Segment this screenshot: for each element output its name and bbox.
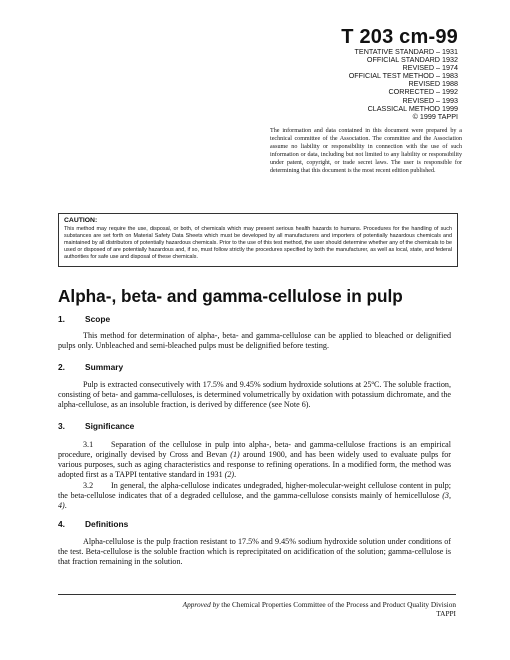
history-line: CLASSICAL METHOD 1999 xyxy=(367,103,458,113)
liability-notice: The information and data contained in this document were prepared by a technical committee of the Association. The committee and the Association assume no liability or responsibility in connection with the use of such information or data, including but not limited to any liability or responsibility under patent, copyright, or trade secret laws. The user is responsible for determining that this document is the most recent edition published. xyxy=(270,128,462,174)
revision-history xyxy=(258,48,458,121)
significance-paragraph-3-2 xyxy=(58,481,451,511)
paragraph-text: . xyxy=(64,501,67,510)
footer-rule xyxy=(58,594,456,595)
approval-italic: Approved by xyxy=(182,600,220,609)
section-title: Summary xyxy=(85,362,124,372)
reference-citation: (1) xyxy=(230,450,240,459)
section-heading-summary xyxy=(58,362,123,372)
history-line: REVISED 1988 xyxy=(408,79,458,89)
history-line: TENTATIVE STANDARD – 1931 xyxy=(354,47,458,56)
history-line: OFFICIAL TEST METHOD – 1983 xyxy=(348,71,458,81)
caution-title: CAUTION: xyxy=(64,217,98,224)
section-heading-significance xyxy=(58,421,134,431)
history-line: REVISED – 1974 xyxy=(402,63,458,73)
paragraph-text: In general, the alpha-cellulose indicates undegraded, higher-molecular-weight cellulose content in pulp; the beta-cellulose indicates that of a degraded cellulose, and the gamma-cellulose consists mainly of hemicellulose xyxy=(58,481,451,500)
summary-text: Pulp is extracted consecutively with 17.5% and 9.45% sodium hydroxide solutions at 25ºC. The soluble fraction, consisting of beta- and gamma-celluloses, is determined volumetrically by oxidation with potassium dichromate, and the alpha-cellulose, as an insoluble fraction, is derived by difference (see Note 6). xyxy=(58,380,451,409)
section-number: 1. xyxy=(58,314,65,324)
scope-text: This method for determination of alpha-, beta- and gamma-cellulose can be applied to bleached or delignified pulps only. Unbleached and semi-bleached pulps must be delignified before testing. xyxy=(58,331,451,350)
section-number: 2. xyxy=(58,362,65,372)
paragraph-text: Separation of the cellulose in pulp into alpha-, beta- and gamma-cellulose fractions is an empirical procedure, originally devised by Cross and Bevan xyxy=(58,440,451,459)
section-number: 3. xyxy=(58,421,65,431)
paragraph-number: 3.1 xyxy=(83,440,94,449)
caution-box xyxy=(58,213,458,267)
section-title: Scope xyxy=(85,314,111,324)
section-heading-definitions xyxy=(58,519,128,529)
standard-number: T 203 cm-99 xyxy=(341,26,458,48)
section-title: Significance xyxy=(85,421,135,431)
approval-text: the Chemical Properties Committee of the Process and Product Quality Division xyxy=(219,600,456,609)
document-title: Alpha-, beta- and gamma-cellulose in pulp xyxy=(58,286,403,306)
paragraph-number: 3.2 xyxy=(83,481,94,490)
caution-text: This method may require the use, disposal, or both, of chemicals which may present serious health hazards to humans. Procedures for the handling of such substances are set forth on Material Safety Data Sheets which must be developed by all manufacturers and importers of potentially hazardous chemicals and maintained by all distributors of potentially hazardous chemicals. Prior to the use of this test method, the user should determine whether any of the chemicals to be used or disposed of are potentially hazardous and, if so, must follow strictly the procedures specified by both the manufacturer, as well as local, state, and federal authorities for safe use and disposal of these chemicals. xyxy=(64,226,452,261)
reference-citation: (2) xyxy=(224,470,235,479)
copyright-line: © 1999 TAPPI xyxy=(412,111,458,121)
history-line: OFFICIAL STANDARD 1932 xyxy=(366,55,458,65)
page-footer xyxy=(76,600,456,618)
definitions-text: Alpha-cellulose is the pulp fraction resistant to 17.5% and 9.45% sodium hydroxide solution under conditions of the test. Beta-cellulose is the soluble fraction which is reprecipitated on acidification of the solution; gamma-cellulose is that fraction remaining in the solution. xyxy=(58,537,451,566)
history-line: CORRECTED – 1992 xyxy=(388,87,458,97)
history-line: REVISED – 1993 xyxy=(402,95,458,105)
section-number: 4. xyxy=(58,519,65,529)
reference-citation: (3, 4) xyxy=(58,491,451,510)
paragraph-text: . xyxy=(234,470,237,479)
section-heading-scope xyxy=(58,314,110,324)
footer-org: TAPPI xyxy=(436,609,456,618)
paragraph-text: around 1900, and has been widely used to evaluate pulps for various purposes, such as aging characteristics and response to refining operations. In a modified form, the method was adopted first as a TAPPI tentative standard in 1931 xyxy=(58,450,452,479)
significance-paragraph-3-1 xyxy=(58,440,451,480)
section-title: Definitions xyxy=(85,519,129,529)
approval-line xyxy=(76,600,456,609)
